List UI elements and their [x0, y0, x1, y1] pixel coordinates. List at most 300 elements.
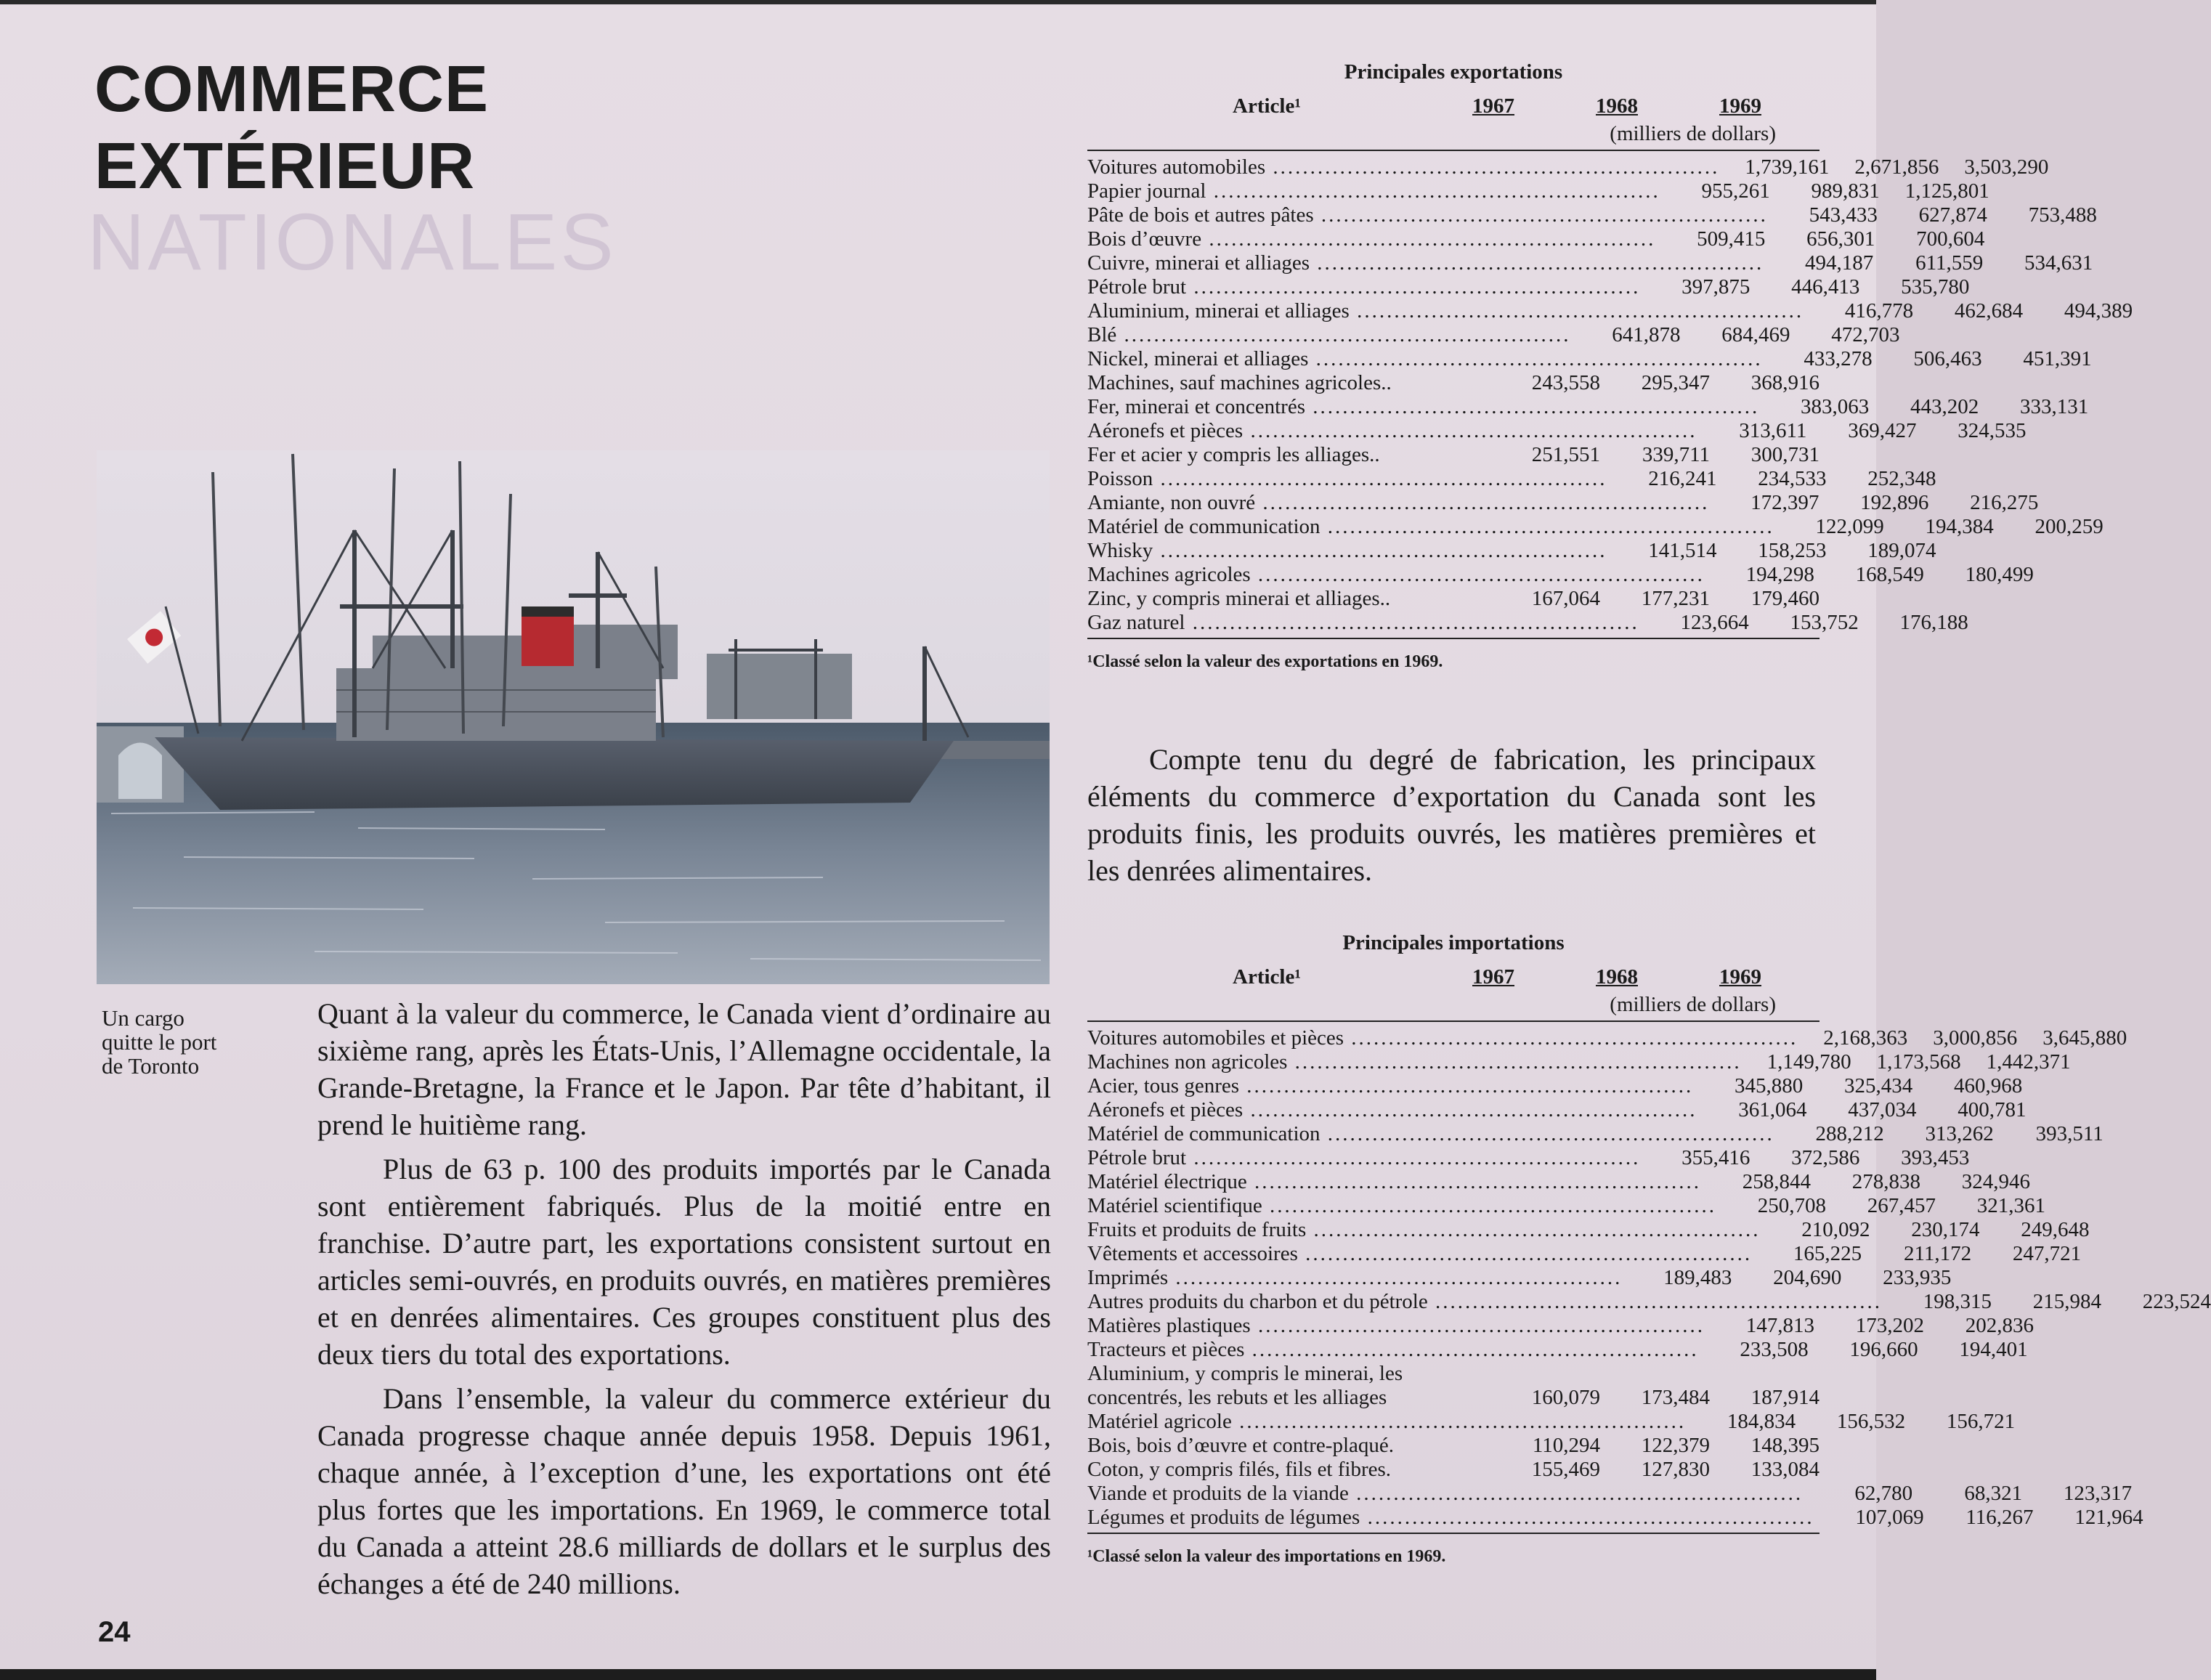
value-1968: 68,321	[1964, 1482, 2023, 1505]
value-1967: 543,433	[1809, 203, 1878, 227]
leader-dots: ............................................................	[1244, 1338, 1699, 1361]
row-label-text: Pâte de bois et autres pâtes	[1087, 203, 1314, 227]
table-row	[1087, 1098, 2027, 1122]
value-1968: 3,000,856	[1933, 1026, 2018, 1050]
value-1969: 187,914	[1750, 1386, 1819, 1409]
value-1967: 383,063	[1800, 395, 1870, 418]
leader-dots: ............................................................	[1262, 1194, 1717, 1217]
row-label	[1087, 515, 1774, 539]
value-1968: 437,034	[1848, 1098, 1917, 1121]
value-1967: 1,739,161	[1745, 155, 1830, 179]
value-1968: 446,413	[1791, 275, 1860, 299]
row-label-text: Matériel agricole	[1087, 1410, 1232, 1433]
value-1968: 325,434	[1844, 1074, 1913, 1097]
value-1968: 158,253	[1758, 539, 1827, 562]
value-1969: 400,781	[1958, 1098, 2027, 1121]
page-number: 24	[98, 1616, 131, 1648]
title-line-1: COMMERCE	[94, 53, 489, 126]
body-paragraph-3: Dans l’ensemble, la valeur du commerce extérieur du Canada progresse chaque année depuis 1958. Depuis 1961, chaque année, à l’exception d’une, les exportations ont été plus fortes que les importations. En 1969, le commerce total du Canada a atteint 28.6 milliards de dollars et le surplus des échanges a été de 240 millions.	[317, 1382, 1051, 1600]
value-1969: 156,721	[1946, 1410, 2016, 1433]
leader-dots: ............................................................	[1250, 1314, 1705, 1337]
year-column-header: 1969	[1719, 94, 1761, 118]
leader-dots: ............................................................	[1305, 395, 1760, 418]
table-row	[1087, 1050, 2071, 1074]
value-1968: 168,549	[1855, 563, 1924, 586]
value-1967: 433,278	[1804, 347, 1873, 370]
value-1967: 313,611	[1739, 419, 1807, 442]
value-1969: 1,125,801	[1904, 179, 1989, 203]
value-1969: 200,259	[2034, 515, 2104, 538]
value-1968: 278,838	[1851, 1170, 1921, 1193]
table-row	[1087, 539, 1936, 563]
value-1967: 194,298	[1745, 563, 1814, 586]
imports-footnote: ¹Classé selon la valeur des importations en 1969.	[1087, 1547, 1446, 1566]
value-1968: 369,427	[1848, 419, 1917, 442]
value-1967: 210,092	[1801, 1218, 1870, 1241]
leader-dots: ............................................................	[1306, 1218, 1761, 1241]
row-label	[1087, 443, 1490, 467]
value-1967: 955,261	[1701, 179, 1770, 203]
value-1969: 321,361	[1976, 1194, 2046, 1217]
row-label	[1087, 467, 1607, 491]
table-row	[1087, 1362, 1819, 1410]
value-1967: 189,483	[1663, 1266, 1732, 1289]
row-label-text: Gaz naturel	[1087, 611, 1185, 634]
row-label	[1087, 611, 1639, 635]
value-1969: 123,317	[2063, 1482, 2133, 1505]
leader-dots: ............................................................	[1116, 323, 1571, 346]
row-label-text: Machines agricoles	[1087, 563, 1251, 586]
row-label-text: Machines non agricoles	[1087, 1050, 1288, 1074]
value-1969: 216,275	[1970, 491, 2039, 514]
value-1967: 250,708	[1757, 1194, 1827, 1217]
table-row	[1087, 1434, 1819, 1458]
leader-dots: ............................................................	[1153, 467, 1607, 490]
row-label-text: Machines, sauf machines agricoles..	[1087, 371, 1392, 394]
table-row	[1087, 155, 2049, 179]
value-1967: 198,315	[1923, 1290, 1992, 1313]
value-1967: 110,294	[1532, 1434, 1600, 1457]
value-1968: 204,690	[1773, 1266, 1842, 1289]
body-paragraph-1: Quant à la valeur du commerce, le Canada vient d’ordinaire au sixième rang, après les États-Unis, l’Allemagne occidentale, la Grande-Bretagne, la France et le Japon. Par tête d’habitant, il prend le huitième rang.	[317, 997, 1051, 1141]
row-label	[1087, 347, 1763, 371]
value-1969: 460,968	[1954, 1074, 2023, 1097]
value-1967: 62,780	[1854, 1482, 1913, 1505]
row-label	[1087, 587, 1490, 611]
row-label-text: Whisky	[1087, 539, 1153, 562]
value-1968: 192,896	[1860, 491, 1929, 514]
value-1969: 494,389	[2064, 299, 2133, 322]
year-column-header: 1969	[1719, 965, 1761, 989]
year-column-header: 1968	[1596, 94, 1638, 118]
value-1968: 230,174	[1911, 1218, 1980, 1241]
row-label	[1087, 1458, 1490, 1482]
table-row	[1087, 395, 2089, 419]
leader-dots: ............................................................	[1206, 179, 1660, 203]
title-line-2: EXTÉRIEUR	[94, 130, 476, 203]
table-row	[1087, 1074, 2023, 1098]
row-label-text: Vêtements et accessoires	[1087, 1242, 1298, 1265]
leader-dots: ............................................................	[1231, 1410, 1687, 1433]
leader-dots: ............................................................	[1265, 155, 1720, 179]
leader-dots: ............................................................	[1313, 203, 1768, 227]
row-label-text: Aluminium, minerai et alliages	[1087, 299, 1350, 322]
middle-paragraph-text: Compte tenu du degré de fabrication, les principaux éléments du commerce d’exportation du Canada sont les produits finis, les produits ouvrés, les matières premières et les denrées alimentaires.	[1087, 743, 1816, 887]
table-row	[1087, 467, 1936, 491]
table-row	[1087, 419, 2027, 443]
value-1968: 2,671,856	[1854, 155, 1939, 179]
row-label	[1087, 251, 1764, 275]
row-label-text: Pétrole brut	[1087, 275, 1187, 299]
value-1967: 160,079	[1531, 1386, 1600, 1409]
caption-line: quitte le port	[102, 1029, 217, 1055]
table-row	[1087, 1410, 2016, 1434]
value-1969: 534,631	[2024, 251, 2093, 275]
value-1968: 116,267	[1965, 1506, 2034, 1529]
exports-table-title: Principales exportations	[1344, 60, 1563, 84]
value-1967: 494,187	[1805, 251, 1874, 275]
value-1967: 107,069	[1855, 1506, 1924, 1529]
top-edge	[0, 0, 1876, 4]
value-1969: 133,084	[1750, 1458, 1819, 1481]
value-1968: 372,586	[1791, 1146, 1860, 1169]
row-label-text: Amiante, non ouvré	[1087, 491, 1256, 514]
leader-dots: ............................................................	[1243, 419, 1697, 442]
row-label-text: Fer, minerai et concentrés	[1087, 395, 1305, 418]
year-column-header: 1967	[1472, 965, 1514, 989]
value-1968: 443,202	[1910, 395, 1979, 418]
leader-dots: ............................................................	[1185, 611, 1639, 634]
value-1968: 173,484	[1641, 1386, 1710, 1409]
leader-dots: ............................................................	[1310, 251, 1764, 275]
imports-rows	[1087, 1022, 2211, 1534]
year-column-header: 1968	[1596, 965, 1638, 989]
value-1969: 194,401	[1959, 1338, 2028, 1361]
table-row	[1087, 251, 2093, 275]
row-label	[1087, 275, 1640, 299]
row-label-text: Cuivre, minerai et alliages	[1087, 251, 1310, 275]
row-label	[1087, 179, 1660, 203]
value-1969: 324,535	[1958, 419, 2027, 442]
imports-table-header	[1087, 965, 1819, 1022]
value-1969: 451,391	[2023, 347, 2092, 370]
value-1967: 243,558	[1531, 371, 1600, 394]
value-1969: 535,780	[1901, 275, 1970, 299]
table-row	[1087, 1170, 2031, 1194]
row-label-text: Poisson	[1087, 467, 1153, 490]
row-label-text: Aéronefs et pièces	[1087, 419, 1244, 442]
value-1969: 300,731	[1750, 443, 1819, 466]
table-row	[1087, 1266, 1952, 1290]
row-label-text: Matériel scientifique	[1087, 1194, 1262, 1217]
row-label-text: Aluminium, y compris le minerai, les concentrés, les rebuts et les alliages	[1087, 1362, 1403, 1409]
value-1967: 147,813	[1745, 1314, 1814, 1337]
value-1967: 288,212	[1815, 1122, 1884, 1145]
table-row	[1087, 611, 1968, 635]
row-label-text: Tracteurs et pièces	[1087, 1338, 1245, 1361]
value-1967: 233,508	[1740, 1338, 1809, 1361]
leader-dots: ............................................................	[1243, 1098, 1697, 1121]
row-label	[1087, 1098, 1697, 1122]
year-column-header: 1967	[1472, 94, 1514, 118]
value-1968: 1,173,568	[1876, 1050, 1961, 1074]
row-label	[1087, 299, 1804, 323]
value-1967: 165,225	[1793, 1242, 1862, 1265]
value-1967: 416,778	[1844, 299, 1914, 322]
table-row	[1087, 275, 1970, 299]
leader-dots: ............................................................	[1250, 563, 1705, 586]
imports-table-title: Principales importations	[1342, 931, 1565, 954]
value-1969: 176,188	[1899, 611, 1968, 634]
value-1969: 3,503,290	[1964, 155, 2049, 179]
table-row	[1087, 179, 1989, 203]
leader-dots: ............................................................	[1168, 1266, 1623, 1289]
page-title	[94, 51, 489, 205]
row-label	[1087, 1170, 1701, 1194]
value-1968: 295,347	[1641, 371, 1710, 394]
value-1968: 506,463	[1913, 347, 1982, 370]
row-label-text: Aéronefs et pièces	[1087, 1098, 1244, 1121]
leader-dots: ............................................................	[1255, 491, 1710, 514]
value-1968: 234,533	[1758, 467, 1827, 490]
row-label	[1087, 1482, 1803, 1506]
row-label	[1087, 1362, 1490, 1410]
value-1967: 2,168,363	[1823, 1026, 1908, 1050]
row-label	[1087, 155, 1719, 179]
photo-caption	[102, 1006, 269, 1078]
table-row	[1087, 1122, 2104, 1146]
body-paragraph-2: Plus de 63 p. 100 des produits importés par le Canada sont entièrement fabriqués. Plus de la moitié entre en franchise. D’autre part, les exportations consistent surtout en articles semi-ouvrés, en produits ouvrés, en matières premières et en denrées alimentaires. Ces groupes constituent plus des deux tiers du total des exportations.	[317, 1153, 1051, 1371]
value-1967: 172,397	[1750, 491, 1819, 514]
table-row	[1087, 587, 1819, 611]
value-1968: 462,684	[1954, 299, 2024, 322]
value-1968: 215,984	[2032, 1290, 2101, 1313]
value-1969: 121,964	[2074, 1506, 2143, 1529]
row-label	[1087, 1266, 1622, 1290]
value-1968: 194,384	[1925, 515, 1994, 538]
table-row	[1087, 371, 1819, 395]
caption-line: Un cargo	[102, 1005, 184, 1031]
table-row	[1087, 491, 2039, 515]
value-1968: 656,301	[1806, 227, 1875, 251]
table-row	[1087, 1242, 2082, 1266]
row-label	[1087, 1122, 1774, 1146]
value-1969: 202,836	[1965, 1314, 2034, 1337]
value-1967: 123,664	[1680, 611, 1749, 634]
value-1968: 627,874	[1918, 203, 1987, 227]
leader-dots: ............................................................	[1246, 1170, 1702, 1193]
row-label	[1087, 371, 1490, 395]
value-1969: 223,524	[2142, 1290, 2211, 1313]
value-1968: 127,830	[1641, 1458, 1710, 1481]
value-1967: 167,064	[1531, 587, 1600, 610]
value-1967: 141,514	[1648, 539, 1717, 562]
value-1969: 249,648	[2021, 1218, 2090, 1241]
row-label-text: Papier journal	[1087, 179, 1206, 203]
table-row	[1087, 1314, 2034, 1338]
table-row	[1087, 299, 2133, 323]
value-1969: 700,604	[1916, 227, 1985, 251]
imports-table	[1087, 931, 2211, 1567]
row-label-text: Acier, tous genres	[1087, 1074, 1240, 1097]
row-label	[1087, 1434, 1490, 1458]
leader-dots: ............................................................	[1297, 1242, 1753, 1265]
row-label	[1087, 1506, 1814, 1530]
exports-footnote: ¹Classé selon la valeur des exportations en 1969.	[1087, 652, 1443, 671]
value-1968: 153,752	[1790, 611, 1859, 634]
table-row	[1087, 1026, 2127, 1050]
table-row	[1087, 347, 2092, 371]
table-row	[1087, 323, 1900, 347]
row-label-text: Fruits et produits de fruits	[1087, 1218, 1307, 1241]
unit-label: (milliers de dollars)	[1610, 993, 1776, 1016]
row-label-text: Zinc, y compris minerai et alliages..	[1087, 587, 1391, 610]
row-label-text: Légumes et produits de légumes	[1087, 1506, 1360, 1529]
leader-dots: ............................................................	[1153, 539, 1607, 562]
exports-table	[1087, 60, 2133, 672]
value-1969: 753,488	[2028, 203, 2097, 227]
leader-dots: ............................................................	[1427, 1290, 1882, 1313]
row-label	[1087, 539, 1607, 563]
row-label	[1087, 395, 1759, 419]
value-1967: 1,149,780	[1766, 1050, 1851, 1074]
show-through-text: NATIONALES	[87, 198, 617, 287]
value-1969: 393,453	[1901, 1146, 1970, 1169]
row-label-text: Nickel, minerai et alliages	[1087, 347, 1309, 370]
body-text	[317, 995, 1051, 1602]
row-label-text: Imprimés	[1087, 1266, 1169, 1289]
value-1967: 641,878	[1612, 323, 1681, 346]
value-1967: 397,875	[1681, 275, 1750, 299]
row-label	[1087, 1026, 1798, 1050]
leader-dots: ............................................................	[1186, 1146, 1641, 1169]
article-column-header: Article¹	[1233, 94, 1302, 118]
value-1969: 179,460	[1750, 587, 1819, 610]
table-row	[1087, 1338, 2028, 1362]
leader-dots: ............................................................	[1320, 515, 1774, 538]
leader-dots: ............................................................	[1360, 1506, 1814, 1529]
caption-line: de Toronto	[102, 1053, 200, 1079]
leader-dots: ............................................................	[1201, 227, 1656, 251]
row-label-text: Matériel électrique	[1087, 1170, 1247, 1193]
value-1968: 313,262	[1925, 1122, 1994, 1145]
value-1968: 989,831	[1811, 179, 1880, 203]
value-1969: 252,348	[1867, 467, 1936, 490]
leader-dots: ............................................................	[1344, 1026, 1798, 1050]
row-label-text: Matériel de communication	[1087, 1122, 1320, 1145]
row-label	[1087, 1218, 1761, 1242]
value-1968: 122,379	[1641, 1434, 1710, 1457]
row-label	[1087, 563, 1705, 587]
value-1967: 258,844	[1742, 1170, 1812, 1193]
value-1969: 3,645,880	[2042, 1026, 2127, 1050]
row-label	[1087, 1074, 1693, 1098]
table-row	[1087, 1290, 2211, 1314]
value-1967: 184,834	[1727, 1410, 1796, 1433]
article-column-header: Article¹	[1233, 965, 1302, 989]
row-label	[1087, 1242, 1752, 1266]
leader-dots: ............................................................	[1287, 1050, 1742, 1074]
table-row	[1087, 1218, 2090, 1242]
exports-rows	[1087, 151, 2133, 639]
row-label-text: Fer et acier y compris les alliages..	[1087, 443, 1380, 466]
row-label	[1087, 323, 1571, 347]
value-1967: 122,099	[1815, 515, 1884, 538]
row-label	[1087, 227, 1655, 251]
value-1969: 1,442,371	[1986, 1050, 2071, 1074]
value-1969: 472,703	[1831, 323, 1900, 346]
row-label	[1087, 1146, 1640, 1170]
value-1968: 267,457	[1867, 1194, 1936, 1217]
value-1969: 393,511	[2035, 1122, 2104, 1145]
row-label-text: Voitures automobiles et pièces	[1087, 1026, 1344, 1050]
leader-dots: ............................................................	[1239, 1074, 1694, 1097]
row-label-text: Matières plastiques	[1087, 1314, 1251, 1337]
value-1969: 333,131	[2019, 395, 2089, 418]
row-label-text: Autres produits du charbon et du pétrole	[1087, 1290, 1428, 1313]
row-label	[1087, 491, 1709, 515]
value-1969: 233,935	[1883, 1266, 1952, 1289]
row-label	[1087, 1338, 1699, 1362]
row-label	[1087, 1290, 1882, 1314]
row-label-text: Voitures automobiles	[1087, 155, 1266, 179]
table-row	[1087, 563, 2034, 587]
value-1968: 339,711	[1642, 443, 1710, 466]
row-label-text: Bois d’œuvre	[1087, 227, 1202, 251]
value-1968: 177,231	[1641, 587, 1710, 610]
leader-dots: ............................................................	[1320, 1122, 1774, 1145]
value-1968: 196,660	[1849, 1338, 1918, 1361]
row-label-text: Matériel de communication	[1087, 515, 1320, 538]
value-1967: 251,551	[1531, 443, 1600, 466]
cargo-ship-photo	[97, 450, 1050, 984]
middle-paragraph	[1087, 741, 1816, 889]
row-label	[1087, 1194, 1716, 1218]
row-label-text: Pétrole brut	[1087, 1146, 1187, 1169]
bottom-edge	[0, 1669, 1876, 1680]
value-1968: 156,532	[1836, 1410, 1906, 1433]
row-label	[1087, 1410, 1686, 1434]
table-row	[1087, 1194, 2046, 1218]
leader-dots: ............................................................	[1308, 347, 1763, 370]
table-row	[1087, 443, 1819, 467]
leader-dots: ............................................................	[1349, 299, 1804, 322]
value-1969: 180,499	[1965, 563, 2034, 586]
exports-table-header	[1087, 94, 1819, 151]
table-row	[1087, 227, 1985, 251]
row-label-text: Viande et produits de la viande	[1087, 1482, 1349, 1505]
row-label-text: Bois, bois d’œuvre et contre-plaqué.	[1087, 1434, 1395, 1457]
table-row	[1087, 515, 2104, 539]
value-1967: 155,469	[1531, 1458, 1600, 1481]
table-row	[1087, 1146, 1970, 1170]
row-label	[1087, 1314, 1705, 1338]
value-1968: 684,469	[1721, 323, 1790, 346]
value-1969: 368,916	[1750, 371, 1819, 394]
value-1968: 173,202	[1855, 1314, 1924, 1337]
value-1967: 216,241	[1648, 467, 1717, 490]
value-1969: 247,721	[2012, 1242, 2082, 1265]
value-1967: 361,064	[1738, 1098, 1807, 1121]
row-label	[1087, 419, 1697, 443]
value-1969: 324,946	[1961, 1170, 2031, 1193]
value-1969: 189,074	[1867, 539, 1936, 562]
value-1968: 611,559	[1915, 251, 1984, 275]
value-1968: 211,172	[1903, 1242, 1972, 1265]
leader-dots: ............................................................	[1186, 275, 1641, 299]
table-row	[1087, 1506, 2143, 1530]
value-1967: 355,416	[1681, 1146, 1750, 1169]
